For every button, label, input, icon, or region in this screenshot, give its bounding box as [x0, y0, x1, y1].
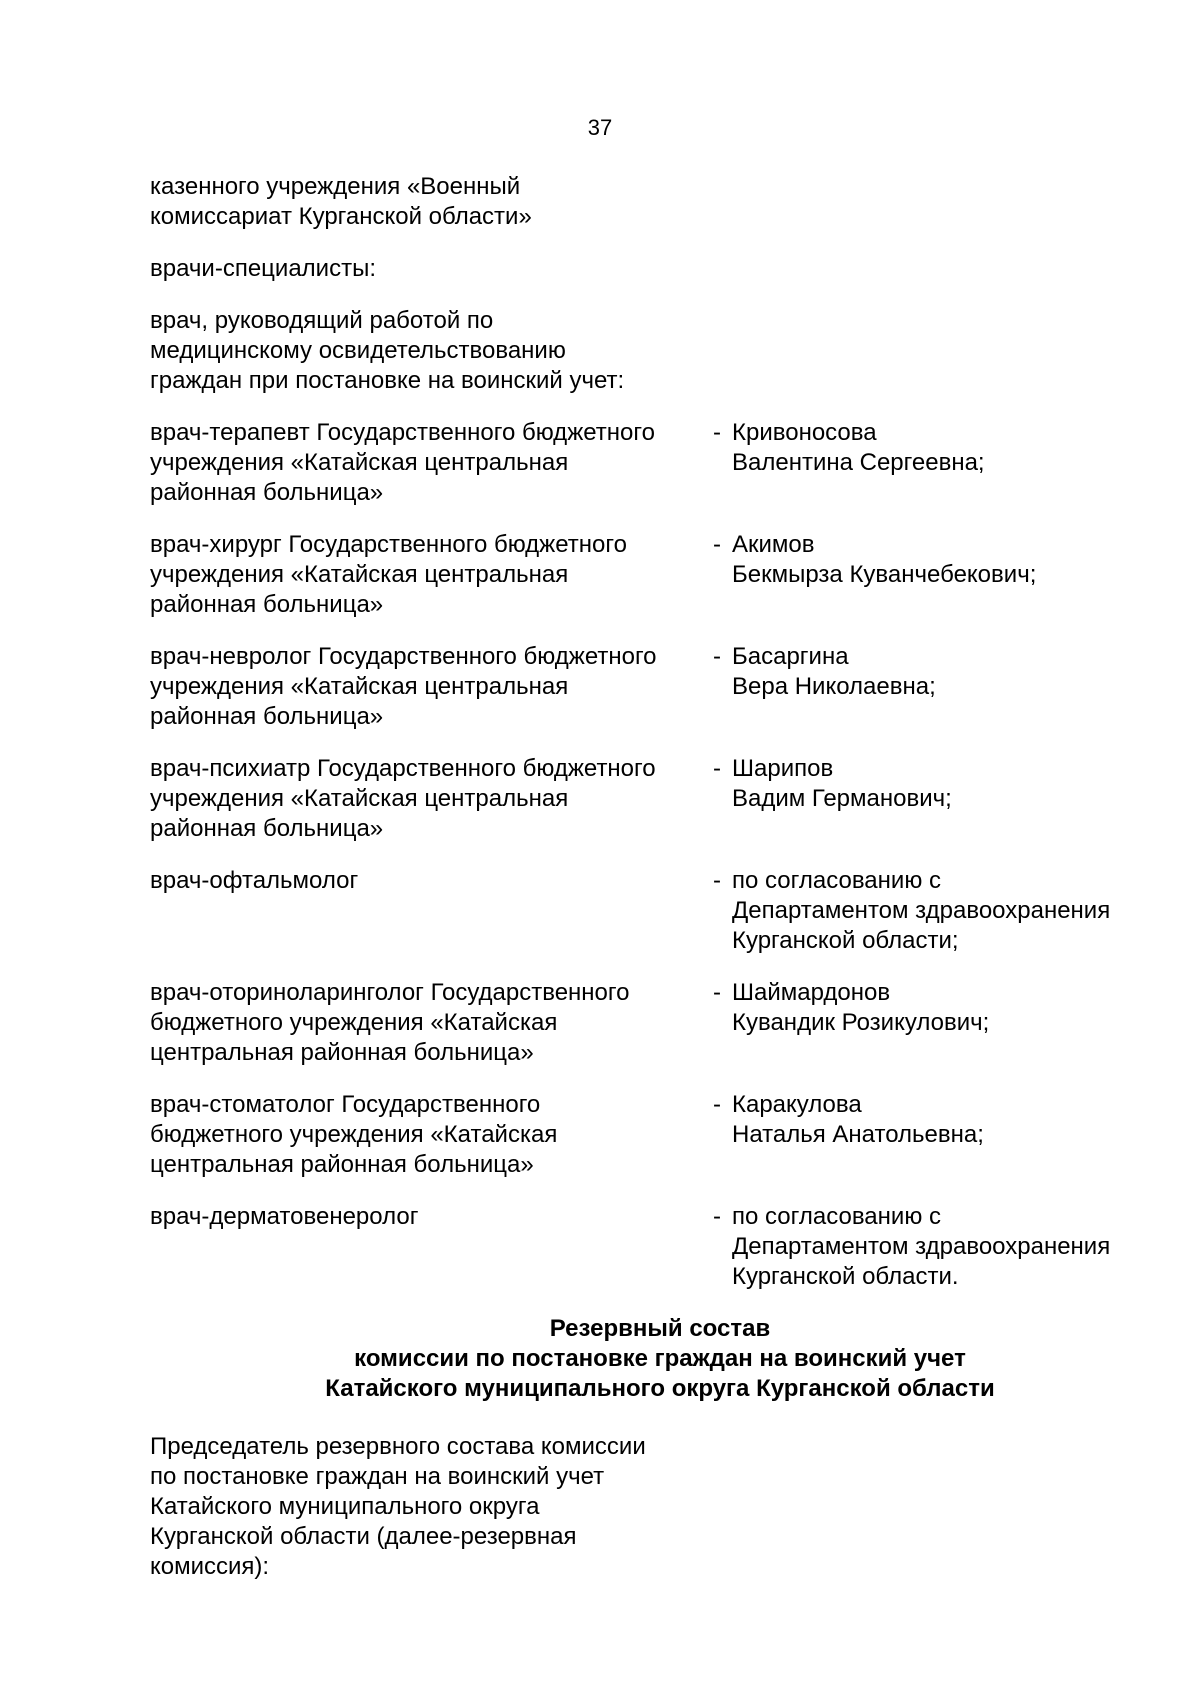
member-row-surgeon — [150, 530, 1150, 620]
member-person: по согласованию с Департаментом здравоохранения Курганской области. — [732, 1203, 1111, 1290]
intro-continuation: казенного учреждения «Военный комиссариат Курганской области» — [150, 173, 532, 230]
member-dash: - — [713, 531, 721, 558]
member-dash: - — [713, 979, 721, 1006]
reserve-heading: Резервный состав комиссии по постановке граждан на воинский учет Катайского муниципального округа Курганской области — [325, 1315, 995, 1402]
member-role: врач-психиатр Государственного бюджетного учреждения «Катайская центральная районная больница» — [150, 755, 656, 842]
reserve-chair-label: Председатель резервного состава комиссии по постановке граждан на воинский учет Катайского муниципального округа Курганской области (далее-резервная комиссия): — [150, 1433, 646, 1580]
member-dash: - — [713, 755, 721, 782]
member-role: врач-невролог Государственного бюджетного учреждения «Катайская центральная районная больница» — [150, 643, 657, 730]
document-body — [150, 172, 1150, 1582]
member-row-psychiatrist — [150, 754, 1150, 844]
member-role: врач-стоматолог Государственного бюджетного учреждения «Катайская центральная районная больница» — [150, 1091, 558, 1178]
member-row-dentist — [150, 1090, 1150, 1180]
member-person: Шаймардонов Кувандик Розикулович; — [732, 979, 990, 1036]
member-row-neurologist — [150, 642, 1150, 732]
member-row-ophthalmologist — [150, 866, 1150, 956]
member-person: Каракулова Наталья Анатольевна; — [732, 1091, 984, 1148]
member-row-dermatovenerologist — [150, 1202, 1150, 1292]
member-row-otolaryngologist — [150, 978, 1150, 1068]
member-role: врач-хирург Государственного бюджетного учреждения «Катайская центральная районная больница» — [150, 531, 627, 618]
member-role: врач-офтальмолог — [150, 867, 359, 894]
member-dash: - — [713, 1091, 721, 1118]
reserve-heading-wrap — [0, 1314, 1200, 1404]
page-number: 37 — [587, 115, 613, 140]
member-person: Шарипов Вадим Германович; — [732, 755, 952, 812]
specialists-label: врачи-специалисты: — [150, 255, 376, 282]
member-role: врач-терапевт Государственного бюджетного учреждения «Катайская центральная районная больница» — [150, 419, 655, 506]
member-person: Басаргина Вера Николаевна; — [732, 643, 936, 700]
member-dash: - — [713, 867, 721, 894]
member-role: врач-оториноларинголог Государственного бюджетного учреждения «Катайская центральная районная больница» — [150, 979, 630, 1066]
member-person: по согласованию с Департаментом здравоохранения Курганской области; — [732, 867, 1111, 954]
lead-doctor-label: врач, руководящий работой по медицинскому освидетельствованию граждан при постановке на воинский учет: — [150, 307, 625, 394]
member-row-therapist — [150, 418, 1150, 508]
member-dash: - — [713, 1203, 721, 1230]
member-person: Акимов Бекмырза Куванчебекович; — [732, 531, 1037, 588]
member-dash: - — [713, 643, 721, 670]
member-person: Кривоносова Валентина Сергеевна; — [732, 419, 985, 476]
member-role: врач-дерматовенеролог — [150, 1203, 419, 1230]
member-dash: - — [713, 419, 721, 446]
